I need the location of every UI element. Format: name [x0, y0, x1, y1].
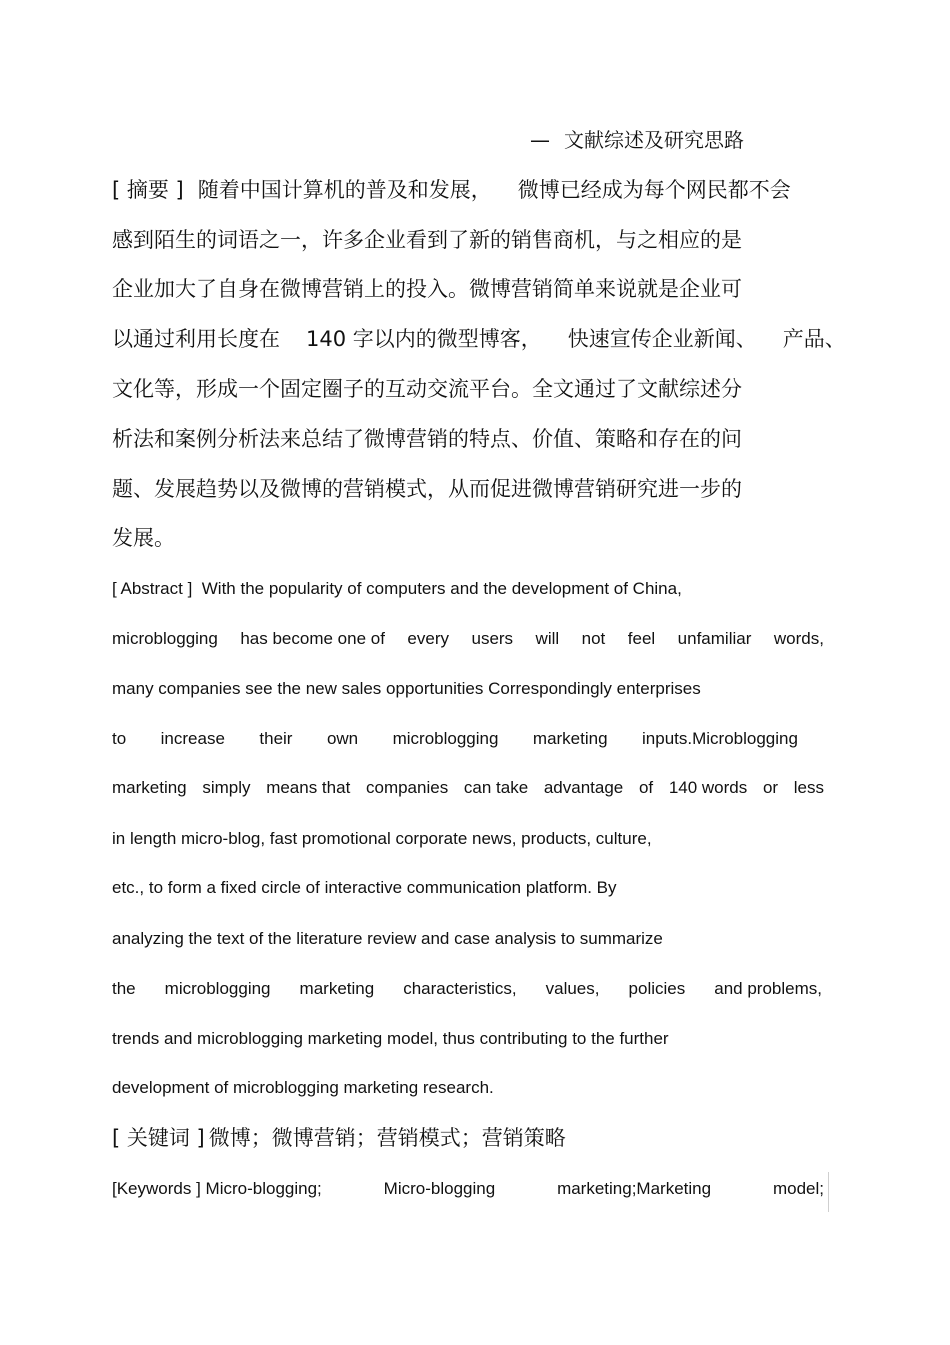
english-abstract-line-1: [112, 577, 682, 601]
chinese-abstract-line-7: 题、发展趋势以及微博的营销模式，从而促进微博营销研究进一步的: [112, 477, 742, 501]
english-abstract-line-3: many companies see the new sales opportunities Correspondingly enterprises: [112, 679, 701, 698]
chinese-abstract-line-6: 析法和案例分析法来总结了微博营销的特点、价值、策略和存在的问: [112, 427, 742, 451]
english-abstract-word: own: [326, 729, 359, 748]
english-keyword: model;: [772, 1179, 824, 1198]
english-keywords-label: [Keywords ]: [112, 1179, 201, 1198]
chinese-abstract-text: 快速宣传企业新闻、: [567, 327, 757, 351]
english-abstract-word: will: [535, 629, 560, 648]
english-abstract-word: their: [259, 729, 293, 748]
chinese-abstract-line-5: 文化等，形成一个固定圈子的互动交流平台。全文通过了文献综述分: [112, 377, 742, 401]
chinese-abstract-text: 随着中国计算机的普及和发展，: [197, 178, 492, 202]
chinese-abstract-line-4: [112, 324, 846, 354]
subtitle-text: 文献综述及研究思路: [564, 128, 744, 152]
english-abstract-word: not: [581, 629, 606, 648]
english-abstract-word: marketing: [112, 778, 187, 797]
english-abstract-line-11: development of microblogging marketing research.: [112, 1078, 494, 1097]
english-abstract-word: the: [112, 979, 136, 998]
english-abstract-word: and problems,: [714, 979, 822, 998]
page-edge-rule: [828, 1172, 829, 1212]
chinese-keywords-line: [112, 1123, 566, 1153]
english-abstract-word: every: [407, 629, 449, 648]
english-abstract-word: less: [793, 778, 824, 797]
english-keyword: Micro-blogging: [383, 1179, 496, 1198]
chinese-abstract-text: 产品、: [782, 327, 846, 351]
english-abstract-word: microblogging: [112, 629, 218, 648]
english-keyword: marketing;Marketing: [557, 1179, 712, 1198]
english-abstract-word: of: [638, 778, 654, 797]
english-abstract-line-10: trends and microblogging marketing model, thus contributing to the further: [112, 1029, 669, 1048]
english-keywords-line: [112, 1177, 824, 1201]
english-abstract-word: advantage: [543, 778, 624, 797]
english-abstract-word: inputs.Microblogging: [642, 729, 798, 748]
english-abstract-word: policies: [628, 979, 686, 998]
english-abstract-label: [ Abstract ]: [112, 579, 193, 598]
english-abstract-line-5: [112, 776, 824, 800]
english-keyword: Micro-blogging;: [205, 1179, 322, 1198]
chinese-abstract-line-8: 发展。: [112, 526, 175, 550]
chinese-abstract-text: 140 字以内的微型博客，: [306, 327, 542, 351]
english-abstract-word: to: [112, 729, 127, 748]
chinese-keywords-text: 微博；微博营销；营销模式；营销策略: [208, 1126, 566, 1150]
subtitle-dash: —: [530, 128, 550, 152]
english-abstract-word: words,: [773, 629, 824, 648]
english-abstract-word: marketing: [299, 979, 375, 998]
english-abstract-word: means that: [266, 778, 351, 797]
english-abstract-line-8: analyzing the text of the literature review and case analysis to summarize: [112, 929, 663, 948]
english-abstract-word: has become one of: [240, 629, 385, 648]
english-abstract-word: unfamiliar: [677, 629, 752, 648]
section-subtitle: [530, 126, 744, 154]
english-abstract-word: simply: [202, 778, 251, 797]
english-abstract-word: characteristics,: [403, 979, 517, 998]
english-abstract-word: 140 words: [668, 778, 748, 797]
english-abstract-word: feel: [627, 629, 656, 648]
english-abstract-line-4: [112, 727, 798, 751]
chinese-abstract-line-1: [112, 175, 791, 205]
english-abstract-line-9: [112, 977, 822, 1001]
english-abstract-word: values,: [545, 979, 600, 998]
english-abstract-line-2: [112, 627, 824, 651]
chinese-abstract-line-2: 感到陌生的词语之一，许多企业看到了新的销售商机，与之相应的是: [112, 228, 742, 252]
english-abstract-word: microblogging: [392, 729, 499, 748]
english-abstract-text: With the popularity of computers and the development of China,: [201, 579, 682, 598]
english-abstract-word: microblogging: [164, 979, 271, 998]
english-keywords-prefix: [112, 1177, 322, 1201]
english-abstract-word: users: [471, 629, 514, 648]
chinese-keywords-label: [ 关键词 ]: [112, 1126, 205, 1150]
chinese-abstract-label: [ 摘要 ]: [112, 178, 184, 202]
english-abstract-word: increase: [160, 729, 225, 748]
english-abstract-word: marketing: [532, 729, 608, 748]
english-abstract-word: companies: [365, 778, 449, 797]
chinese-abstract-text: 微博已经成为每个网民都不会: [517, 178, 791, 202]
english-abstract-line-6: in length micro-blog, fast promotional corporate news, products, culture,: [112, 829, 652, 848]
english-abstract-word: or: [762, 778, 779, 797]
english-abstract-word: can take: [463, 778, 529, 797]
english-abstract-line-7: etc., to form a fixed circle of interactive communication platform. By: [112, 878, 617, 897]
chinese-abstract-line-3: 企业加大了自身在微博营销上的投入。微博营销简单来说就是企业可: [112, 277, 742, 301]
chinese-abstract-text: 以通过利用长度在: [112, 327, 280, 351]
